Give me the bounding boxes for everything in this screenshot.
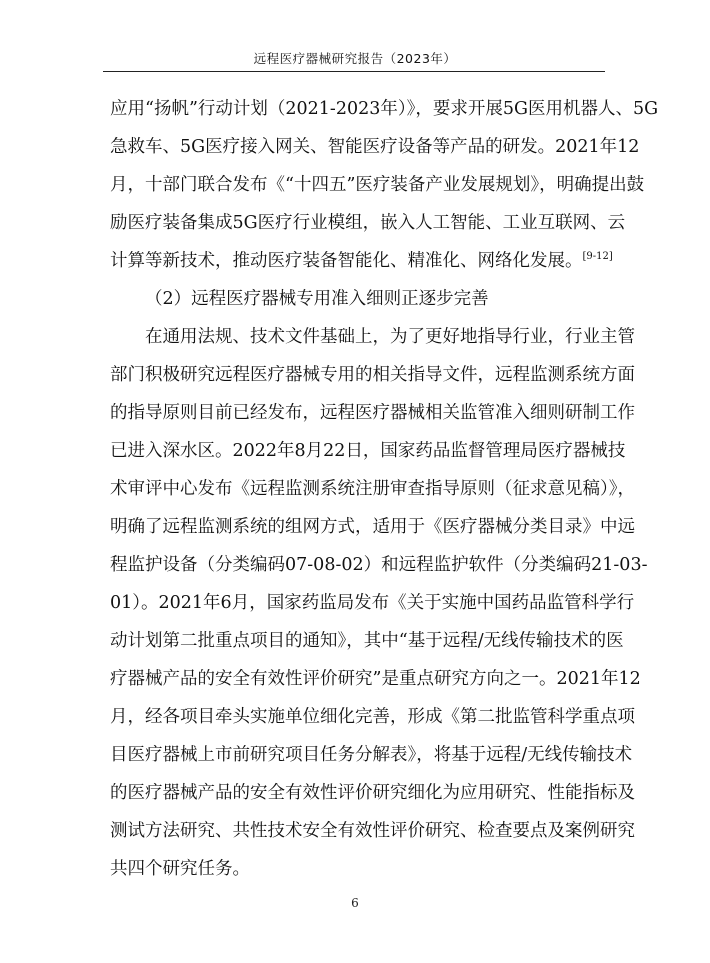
text-line: 目医疗器械上市前研究项目任务分解表》，将基于远程/无线传输技术 (110, 745, 633, 765)
text-line: 程监护设备（分类编码07-08-02）和远程监护软件（分类编码21-03- (110, 555, 648, 575)
text-line: 01）。2021年6月，国家药监局发布《关于实施中国药品监管科学行 (110, 593, 635, 613)
text-line: 动计划第二批重点项目的通知》，其中“基于远程/无线传输技术的医 (110, 631, 624, 651)
text-line: 的指导原则目前已经发布，远程医疗器械相关监管准入细则研制工作 (110, 403, 635, 423)
text-line: 急救车、5G医疗接入网关、智能医疗设备等产品的研发。2021年12 (110, 137, 640, 157)
body-text (110, 90, 659, 888)
text-line: 月，经各项目牵头实施单位细化完善，形成《第二批监管科学重点项 (110, 707, 635, 727)
text-line: 计算等新技术，推动医疗装备智能化、精准化、网络化发展。 (110, 251, 583, 271)
text-line: 部门积极研究远程医疗器械专用的相关指导文件，远程监测系统方面 (110, 365, 635, 385)
text-line: 明确了远程监测系统的组网方式，适用于《医疗器械分类目录》中远 (110, 517, 635, 537)
text-line: 已进入深水区。2022年8月22日，国家药品监督管理局医疗器械技 (110, 441, 626, 461)
running-header-title: 远程医疗器械研究报告（2023年） (253, 51, 457, 66)
text-line-with-citation (110, 242, 613, 280)
text-line: 的医疗器械产品的安全有效性评价研究细化为应用研究、性能指标及 (110, 783, 635, 803)
text-line: 励医疗装备集成5G医疗行业模组，嵌入人工智能、工业互联网、云 (110, 213, 626, 233)
section-heading: （2）远程医疗器械专用准入细则正逐步完善 (145, 289, 489, 309)
text-line: 在通用法规、技术文件基础上，为了更好地指导行业，行业主管 (145, 327, 635, 347)
page-number: 6 (351, 896, 359, 910)
text-line: 术审评中心发布《远程监测系统注册审查指导原则（征求意见稿）》， (110, 479, 635, 499)
text-line: 共四个研究任务。 (110, 859, 250, 879)
text-line: 应用“扬帆”行动计划（2021-2023年）》，要求开展5G医用机器人、5G (110, 99, 659, 119)
text-line: 月，十部门联合发布《“十四五”医疗装备产业发展规划》，明确提出鼓 (110, 175, 645, 195)
text-line: 测试方法研究、共性技术安全有效性评价研究、检查要点及案例研究 (110, 821, 635, 841)
text-line: 疗器械产品的安全有效性评价研究”是重点研究方向之一。2021年12 (110, 669, 641, 689)
header-divider (103, 71, 605, 72)
citation-reference: [9-12] (582, 251, 613, 263)
